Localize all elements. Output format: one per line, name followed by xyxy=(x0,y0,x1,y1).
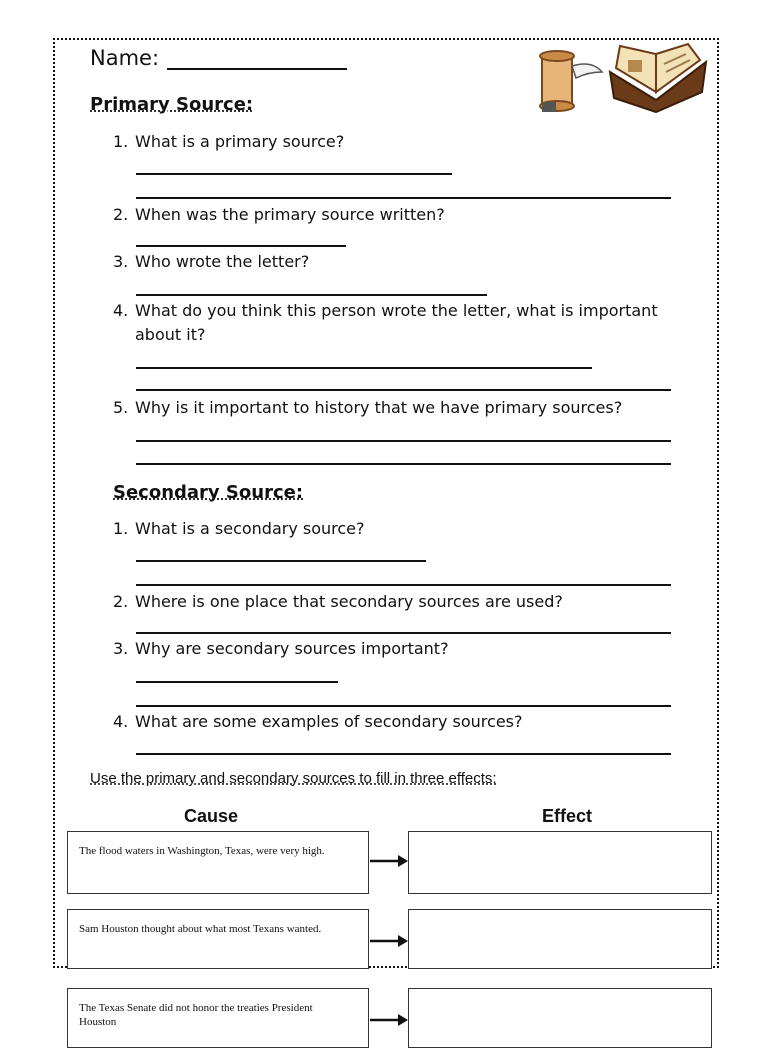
answer-line[interactable] xyxy=(136,560,426,562)
question-number: 2. xyxy=(113,592,129,611)
secondary-source-heading: Secondary Source: xyxy=(113,482,304,503)
answer-line[interactable] xyxy=(136,705,671,707)
answer-line[interactable] xyxy=(136,584,671,586)
question-text: What do you think this person wrote the letter, what is important about it? xyxy=(135,301,658,344)
open-book-icon xyxy=(606,42,710,114)
question-number: 4. xyxy=(113,712,129,731)
question-number: 3. xyxy=(113,252,129,271)
answer-line[interactable] xyxy=(136,681,338,683)
answer-line[interactable] xyxy=(136,197,671,199)
answer-line[interactable] xyxy=(136,753,671,755)
question-text: When was the primary source written? xyxy=(135,205,445,224)
effect-box-2[interactable] xyxy=(408,909,712,969)
answer-line[interactable] xyxy=(136,463,671,465)
answer-line[interactable] xyxy=(136,173,452,175)
arrow-right-icon xyxy=(370,855,408,867)
answer-line[interactable] xyxy=(136,294,487,296)
answer-line[interactable] xyxy=(136,389,671,391)
cause-box-1 xyxy=(67,831,369,894)
effect-header: Effect xyxy=(542,806,593,826)
cause-text: Sam Houston thought about what most Texans wanted. xyxy=(79,923,322,935)
question-text: Who wrote the letter? xyxy=(135,252,310,271)
primary-source-heading: Primary Source: xyxy=(90,94,254,115)
instructions: Use the primary and secondary sources to fill in three effects: xyxy=(90,770,497,787)
question-number: 2. xyxy=(113,205,129,224)
answer-line[interactable] xyxy=(136,632,671,634)
question-text: What are some examples of secondary sources? xyxy=(135,712,523,731)
name-input-line[interactable] xyxy=(167,48,347,70)
question-number: 1. xyxy=(113,132,129,151)
question-number: 4. xyxy=(113,301,129,320)
question-text: What is a secondary source? xyxy=(135,519,365,538)
name-row xyxy=(90,46,347,70)
answer-line[interactable] xyxy=(136,440,671,442)
question-number: 1. xyxy=(113,519,129,538)
question-text: Why are secondary sources important? xyxy=(135,639,449,658)
name-label: Name: xyxy=(90,46,160,70)
question-text: Why is it important to history that we have primary sources? xyxy=(135,398,623,417)
cause-header: Cause xyxy=(184,806,239,826)
question-number: 3. xyxy=(113,639,129,658)
answer-line[interactable] xyxy=(136,245,346,247)
cause-box-3 xyxy=(67,988,369,1048)
arrow-right-icon xyxy=(370,935,408,947)
scroll-quill-icon xyxy=(534,46,604,116)
question-text: What is a primary source? xyxy=(135,132,345,151)
arrow-right-icon xyxy=(370,1014,408,1026)
page-border xyxy=(53,38,719,968)
answer-line[interactable] xyxy=(136,367,592,369)
effect-box-1[interactable] xyxy=(408,831,712,894)
cause-text: The flood waters in Washington, Texas, were very high. xyxy=(79,845,325,857)
question-text: Where is one place that secondary sources are used? xyxy=(135,592,563,611)
cause-box-2 xyxy=(67,909,369,969)
effect-box-3[interactable] xyxy=(408,988,712,1048)
question-number: 5. xyxy=(113,398,129,417)
cause-text: The Texas Senate did not honor the treaties President Houston xyxy=(79,1002,313,1028)
